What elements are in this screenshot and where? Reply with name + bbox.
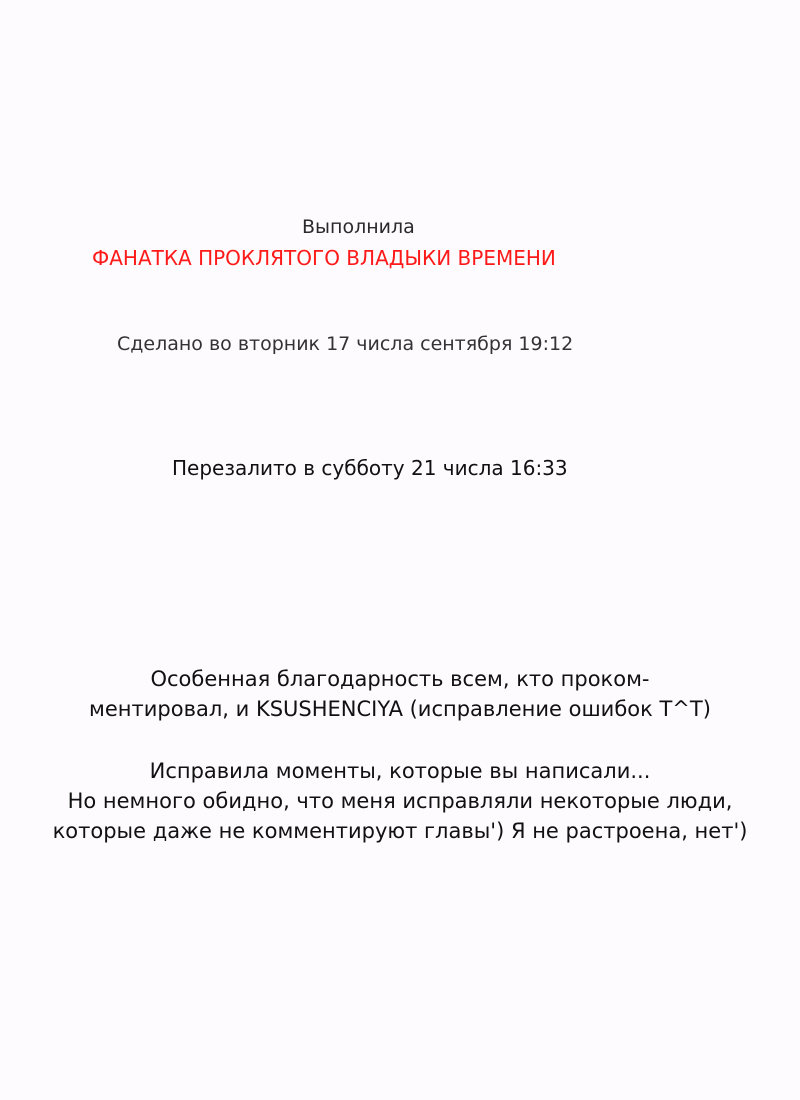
translator-name: ФАНАТКА ПРОКЛЯТОГО ВЛАДЫКИ ВРЕМЕНИ [92,246,556,270]
note-line: Исправила моменты, которые вы написали... [149,759,651,783]
made-date-text: Сделано во вторник 17 числа сентября 19:12 [117,333,574,355]
note-paragraph [0,756,800,846]
reupload-date-text: Перезалито в субботу 21 числа 16:33 [172,456,568,480]
note-line: которые даже не комментируют главы') Я не растроена, нет') [52,819,748,843]
thanks-line: ментировал, и KSUSHENCIYA (исправление ошибок T^T) [89,697,711,721]
thanks-paragraph [0,664,800,724]
credit-label: Выполнила [302,216,415,238]
thanks-line: Особенная благодарность всем, кто проком- [150,667,650,691]
note-line: Но немного обидно, что меня исправляли некоторые люди, [67,789,733,813]
